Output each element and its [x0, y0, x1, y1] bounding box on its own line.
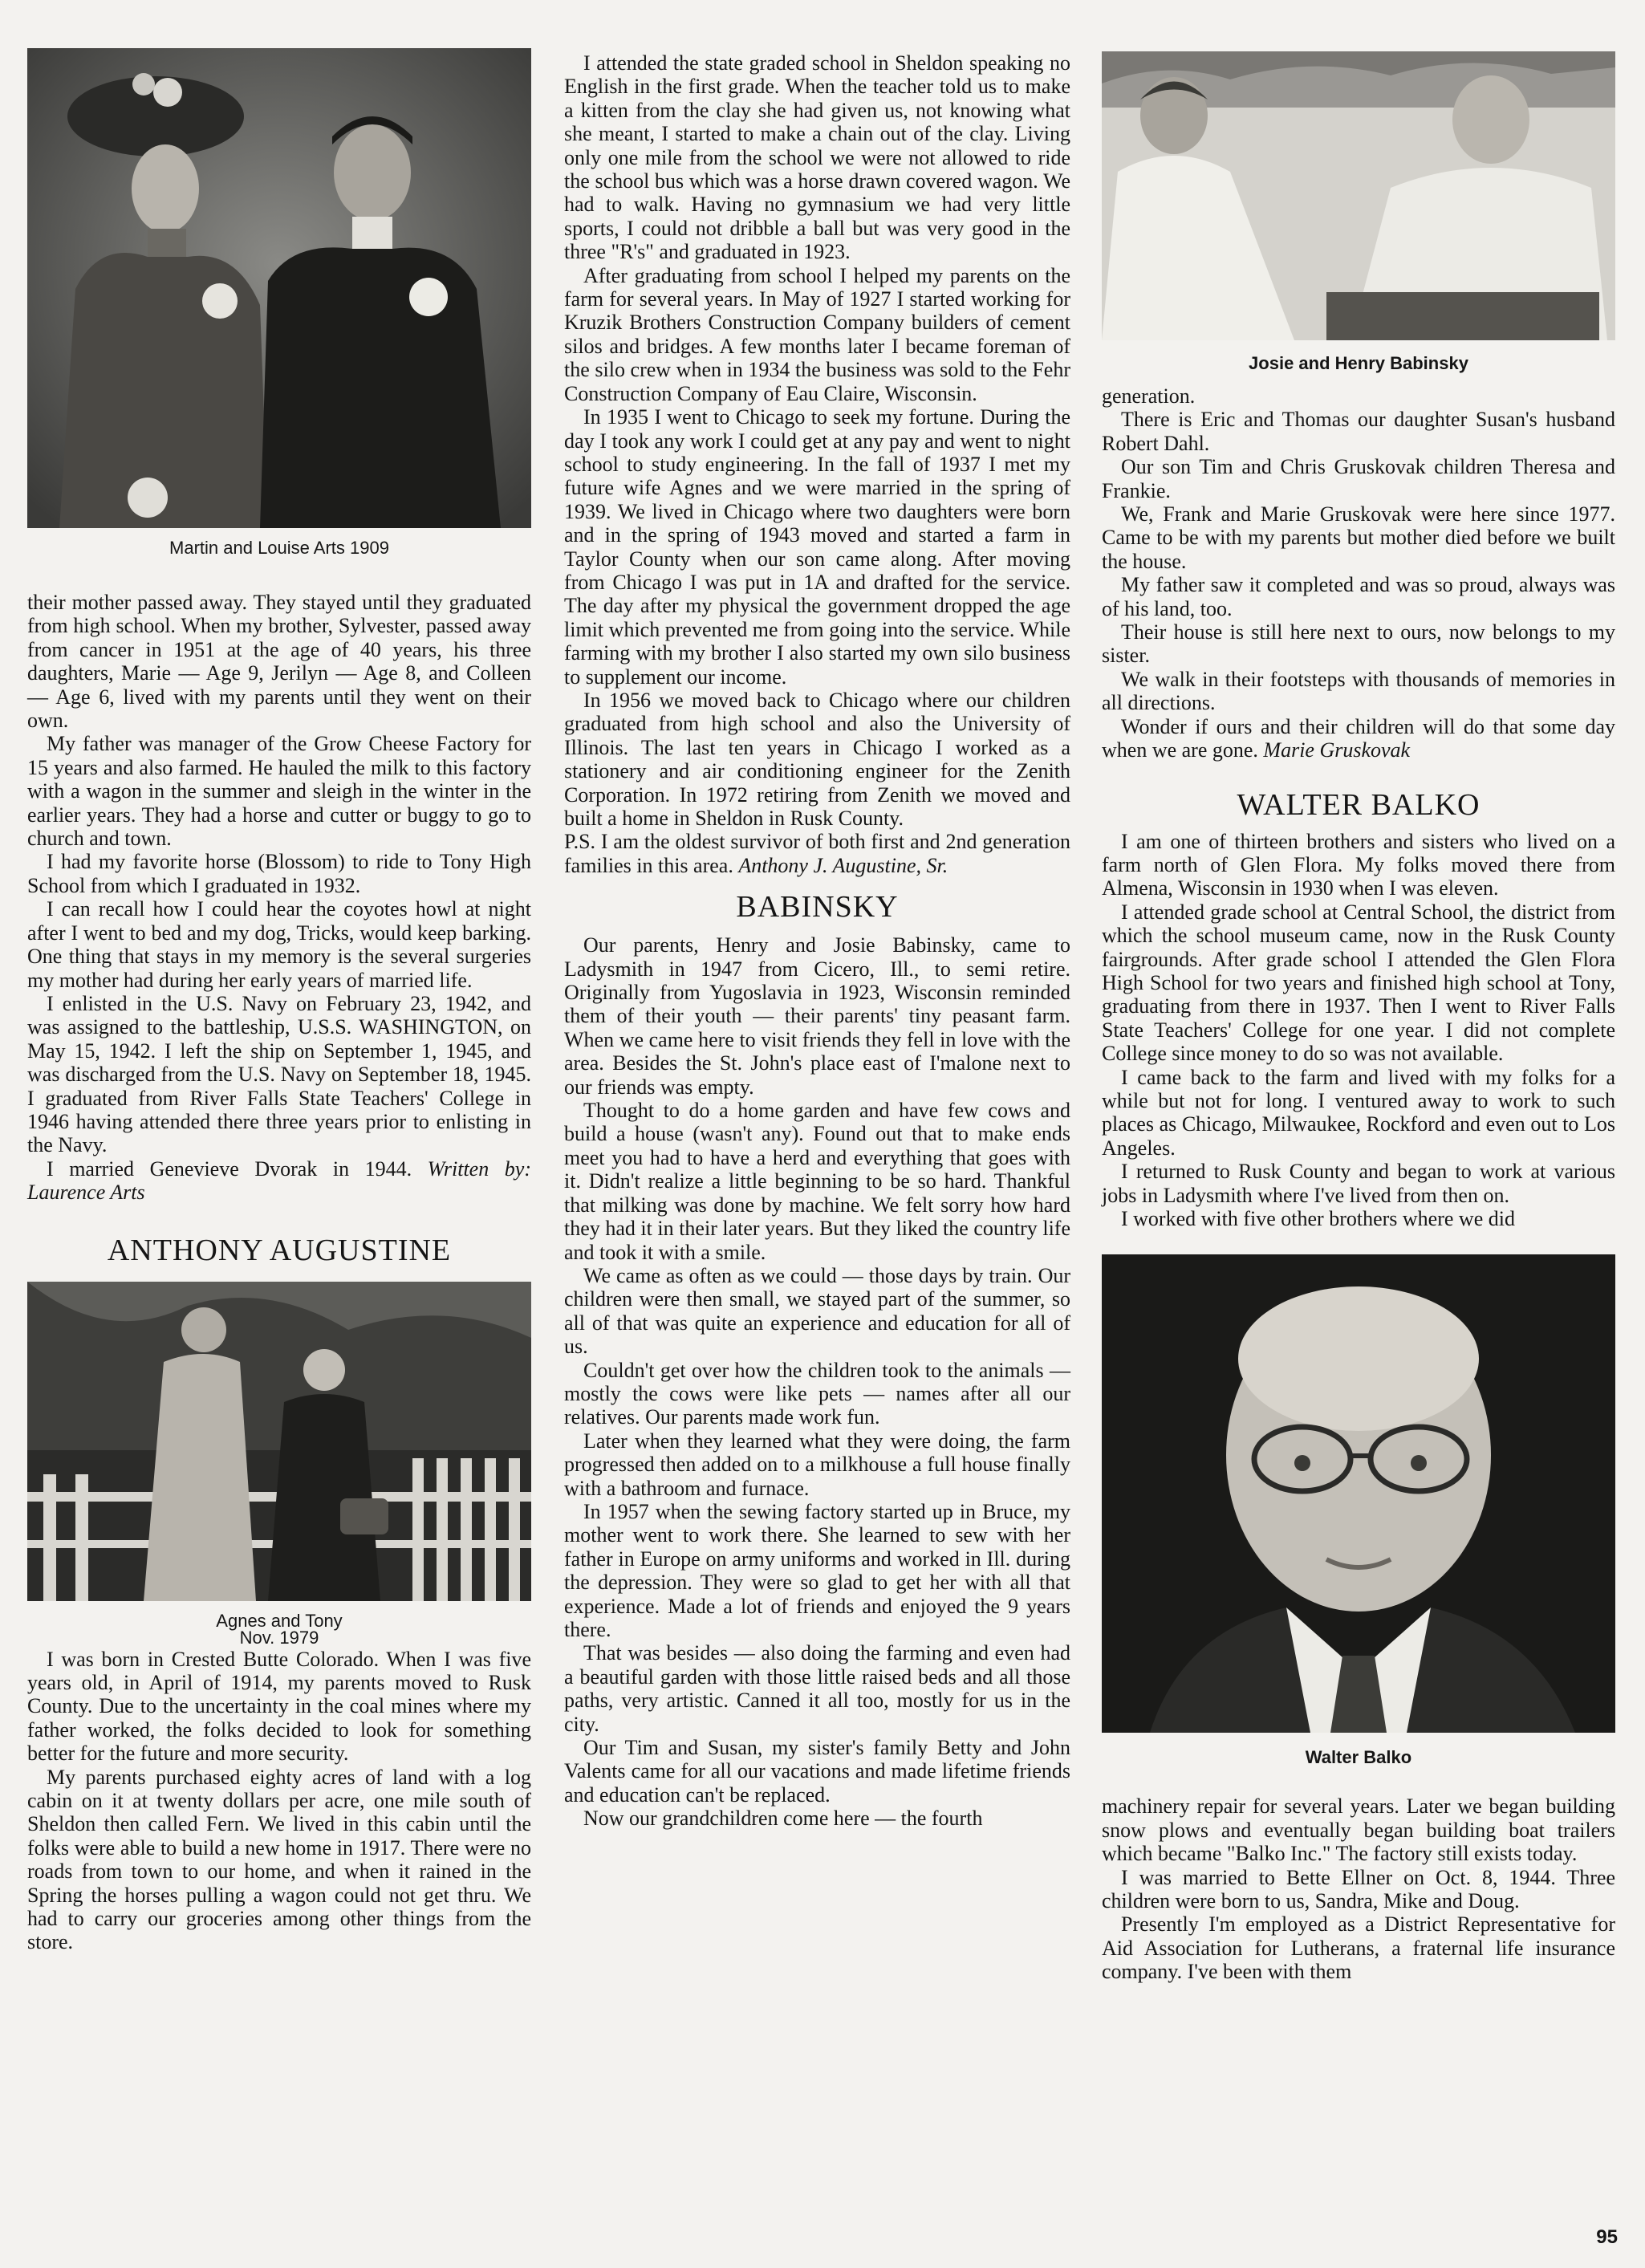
author-signature: Written by: Laurence Arts — [27, 1156, 531, 1205]
paragraph: In 1935 I went to Chicago to seek my fortune. During the day I took any work I could get at any pay and went to night school to study engineering. In the fall of 1937 I met my future wife Agnes and we were married in the spring of 1939. We lived in Chicago where two daughters were born and in the spring of 1943 moved and started a farm in Taylor County when our son came along. After moving from Chicago I was put in 1A and drafted for the service. The day after my physical the government dropped the age limit which prevented me from going into the service. While farming with my brother I also started my own silo business to supplement our income. — [564, 405, 1070, 689]
paragraph: their mother passed away. They stayed until they graduated from high school. When my brother, Sylvester, passed away from cancer in 1951 at the age of 40 years, his three daughters, Marie — Age 9, Jerilyn — Age 8, and Colleen — Age 6, lived with my parents until they went on their own. — [27, 591, 531, 733]
author-signature: Anthony J. Augustine, Sr. — [738, 853, 948, 877]
couple-photo-image — [27, 1282, 531, 1601]
paragraph: In 1957 when the sewing factory started up in Bruce, my mother went to work there. She learned to sew with her father in Europe on army uniforms and worked in Ill. during the depression. They were so glad to get her with all that experience. Made a lot of friends and enjoyed the 9 years there. — [564, 1499, 1070, 1641]
paragraph: There is Eric and Thomas our daughter Susan's husband Robert Dahl. — [1102, 408, 1615, 455]
paragraph: We, Frank and Marie Gruskovak were here since 1977. Came to be with my parents but mother died before we built the house. — [1102, 502, 1615, 573]
paragraph: That was besides — also doing the farming and even had a beautiful garden with those little raised beds and all those paths, very artistic. Canned it all too, mostly for us in the city. — [564, 1641, 1070, 1736]
paragraph: Thought to do a home garden and have few cows and build a house (wasn't any). Found out that to make ends meet you had to have a herd and everything that goes with it. Didn't realize a little beginning to be so hard. Thankful that milking was done by machine. We felt sorry how hard they had it in their later years. But they liked the country life and took it with a smile. — [564, 1099, 1070, 1264]
photo-caption: Josie and Henry Babinsky — [1249, 353, 1468, 373]
paragraph: machinery repair for several years. Later we began building snow plows and eventually began building boat trailers which became "Balko Inc." The factory still exists today. — [1102, 1794, 1615, 1866]
photo-caption: Agnes and Tony — [216, 1610, 343, 1631]
paragraph: I returned to Rusk County and began to work at various jobs in Ladysmith where I've lived from then on. — [1102, 1160, 1615, 1207]
paragraph: Their house is still here next to ours, now belongs to my sister. — [1102, 620, 1615, 668]
paragraph: In 1956 we moved back to Chicago where our children graduated from high school and also the University of Illinois. The last ten years in Chicago I worked as a stationery and air conditioning engineer for the Zenith Corporation. In 1972 retiring from Zenith we moved and built a home in Sheldon in Rusk County. — [564, 688, 1070, 830]
column-3 — [1102, 48, 1615, 1984]
paragraph: Our son Tim and Chris Gruskovak children Theresa and Frankie. — [1102, 455, 1615, 502]
section-heading: BABINSKY — [736, 890, 899, 925]
paragraph: We walk in their footsteps with thousands of memories in all directions. — [1102, 667, 1615, 715]
photo-caption: Martin and Louise Arts 1909 — [169, 538, 389, 558]
photo-josie-henry-babinsky — [1102, 51, 1615, 340]
paragraph: I came back to the farm and lived with my folks for a while but not for long. I ventured away to work to such places as Chicago, Milwaukee, Rockford and even out to Los Angeles. — [1102, 1065, 1615, 1160]
paragraph: After graduating from school I helped my parents on the farm for several years. In May of 1927 I started working for Kruzik Brothers Construction Company builders of cement silos and bridges. A few months later I became foreman of the silo crew when in 1934 the business was sold to the Fehr Construction Company of Eau Claire, Wisconsin. — [564, 263, 1070, 405]
paragraph — [27, 1157, 531, 1205]
paragraph: Presently I'm employed as a District Representative for Aid Association for Lutherans, a fraternal life insurance company. I've been with them — [1102, 1912, 1615, 1984]
paragraph: I worked with five other brothers where we did — [1121, 1207, 1515, 1230]
paragraph — [1102, 715, 1615, 762]
section-heading: WALTER BALKO — [1237, 787, 1480, 822]
photo-walter-balko — [1102, 1254, 1615, 1733]
couple-outdoor-image — [1102, 51, 1615, 340]
paragraph: I attended the state graded school in Sheldon speaking no English in the first grade. When the teacher told us to make a kitten from the clay she had given us, not knowing what she meant, I started to make a chain out of the clay. Living only one mile from the school we were not allowed to ride the school bus which was a horse drawn covered wagon. We had to walk. Having no gymnasium we had very little sports, I could not dribble a ball but was very good in the three "R's" and graduated in 1923. — [564, 51, 1070, 264]
paragraph: I am one of thirteen brothers and sisters who lived on a farm north of Glen Flora. My folks moved there from Almena, Wisconsin in 1930 when I was eleven. — [1102, 829, 1615, 900]
paragraph: Now our grandchildren come here — the fourth — [583, 1807, 983, 1831]
portrait-image — [1102, 1254, 1615, 1733]
page-number: 95 — [1596, 2226, 1618, 2248]
paragraph: I had my favorite horse (Blossom) to ride to Tony High School from which I graduated in 1932. — [27, 850, 531, 897]
column-1 — [27, 48, 531, 1954]
paragraph: I was married to Bette Ellner on Oct. 8, 1944. Three children were born to us, Sandra, Mike and Doug. — [1102, 1865, 1615, 1913]
paragraph: Our parents, Henry and Josie Babinsky, came to Ladysmith in 1947 from Cicero, Ill., to semi retire. Originally from Yugoslavia in 1923, Wisconsin reminded them of their youth — their parents' tiny peasant farm. When we came here to visit friends they fell in love with the area. Besides the St. John's place east of I'malone next to our friends was empty. — [564, 933, 1070, 1099]
paragraph-text: P.S. I am the oldest survivor of both first and 2nd generation families in this area. — [564, 830, 1070, 877]
paragraph: generation. — [1102, 384, 1196, 408]
paragraph: My parents purchased eighty acres of land with a log cabin on it at twenty dollars per acre, one mile south of Sheldon then called Fern. We lived in this cabin until the folks were able to build a new home in 1917. There were no roads from town to our home, and when it rained in the Spring the horses pulling a wagon could not get thru. We had to carry our groceries among other things from the store. — [27, 1765, 531, 1954]
paragraph: My father saw it completed and was so proud, always was of his land, too. — [1102, 573, 1615, 620]
paragraph: I attended grade school at Central School, the district from which the school museum came, now in the Rusk County fairgrounds. After grade school I attended the Glen Flora High School for two years and finished high school at Tony, graduating from there in 1937. Then I went to River Falls State Teachers' College for one year. I did not complete College since money to do so was not available. — [1102, 900, 1615, 1066]
column-2 — [564, 48, 1070, 1831]
paragraph: Couldn't get over how the children took to the animals — mostly the cows were like pets — names after all our relatives. Our parents made work fun. — [564, 1358, 1070, 1429]
section-heading: ANTHONY AUGUSTINE — [107, 1233, 452, 1267]
paragraph: We came as often as we could — those days by train. Our children were then small, we stayed part of the summer, so all of that was quite an experience and education for all of us. — [564, 1263, 1070, 1359]
paragraph: Our Tim and Susan, my sister's family Betty and John Valents came for all our vacations and made lifetime friends and education can't be replaced. — [564, 1736, 1070, 1807]
photo-caption: Walter Balko — [1305, 1747, 1412, 1768]
paragraph: My father was manager of the Grow Cheese Factory for 15 years and also farmed. He hauled the milk to this factory with a wagon in the summer and sleigh in the winter in the earlier years. They had a horse and cutter or buggy to go to church and town. — [27, 732, 531, 851]
paragraph — [564, 830, 1070, 877]
paragraph-text: I married Genevieve Dvorak in 1944. — [47, 1156, 428, 1181]
paragraph: I enlisted in the U.S. Navy on February 23, 1942, and was assigned to the battleship, U.S.S. WASHINGTON, on May 15, 1942. I left the ship on September 1, 1945, and was discharged from the U.S. Navy on September 18, 1945. I graduated from River Falls State Teachers' College in 1946 having attended there three years prior to enlisting in the Navy. — [27, 991, 531, 1157]
author-signature: Marie Gruskovak — [1263, 738, 1411, 762]
paragraph-text: Wonder if ours and their children will do that some day when we are gone. — [1102, 714, 1615, 762]
portrait-image — [27, 48, 531, 528]
photo-agnes-tony — [27, 1282, 531, 1601]
paragraph: Later when they learned what they were doing, the farm progressed then added on to a milkhouse a full house finally with a bathroom and furnace. — [564, 1429, 1070, 1500]
photo-caption: Nov. 1979 — [239, 1627, 319, 1648]
paragraph: I can recall how I could hear the coyotes howl at night after I went to bed and my dog, Tricks, would keep barking. One thing that stays in my memory is the several surgeries my mother had during her early years of married life. — [27, 897, 531, 992]
photo-martin-louise-arts — [27, 48, 531, 528]
paragraph: I was born in Crested Butte Colorado. When I was five years old, in April of 1914, my parents moved to Rusk County. Due to the uncertainty in the coal mines where my father worked, the folks decided to look for something better for the future and more security. — [27, 1647, 531, 1766]
